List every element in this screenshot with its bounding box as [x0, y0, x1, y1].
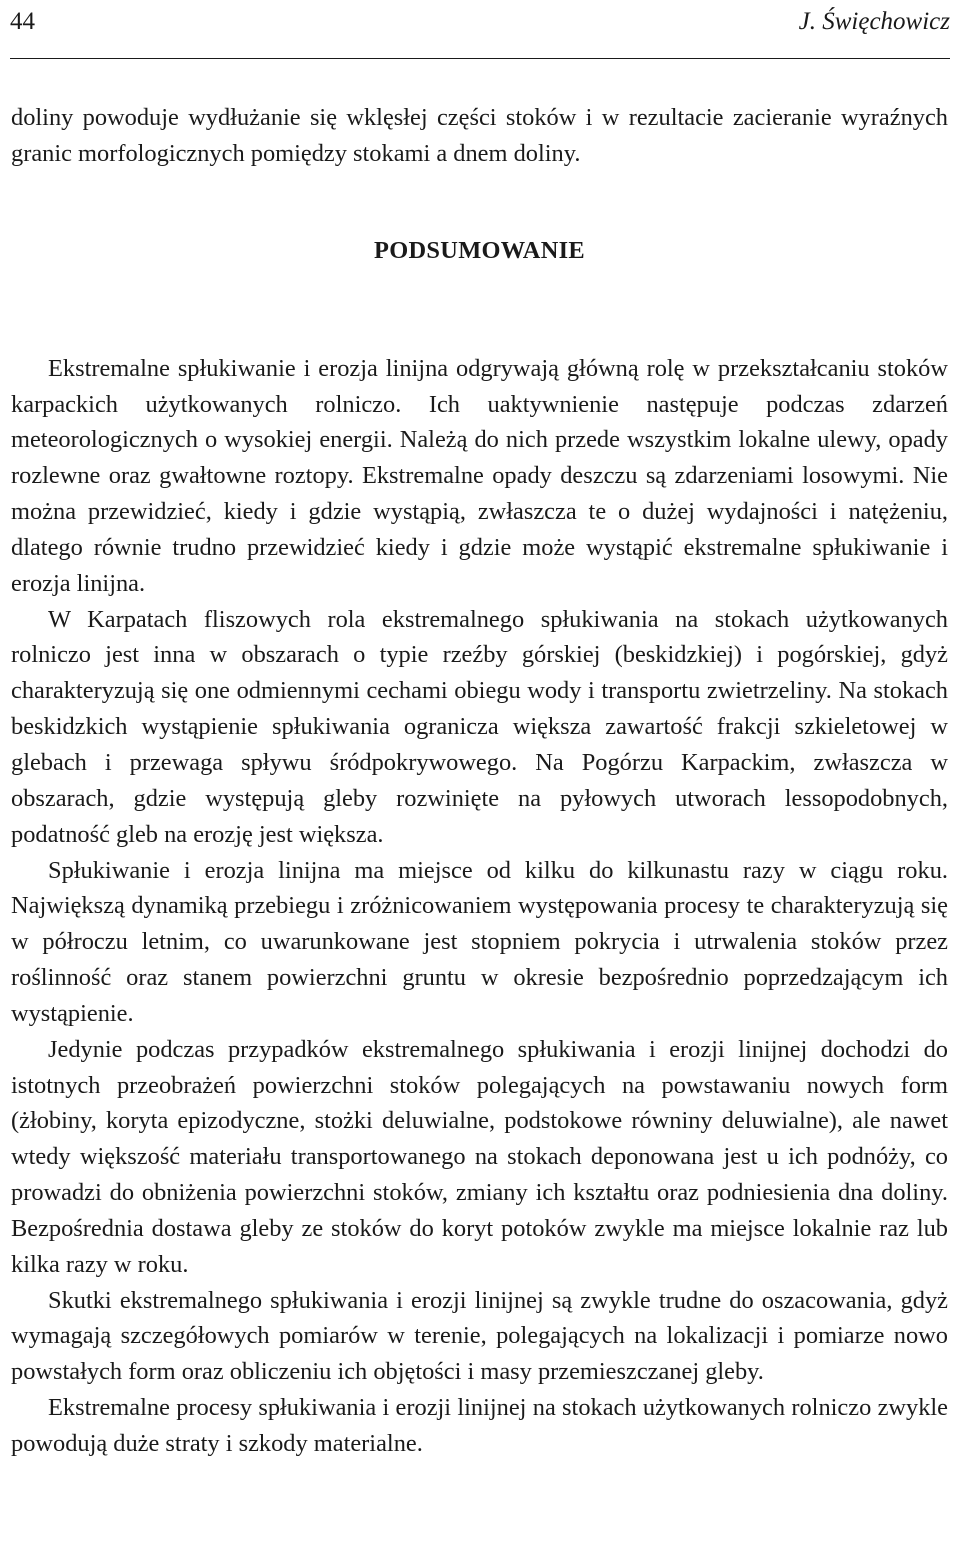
- section-heading-block: [11, 172, 948, 351]
- paragraph-2: W Karpatach fliszowych rola ekstremalnego spłukiwania na stokach użytkowanych rolniczo jest inna w obszarach o typie rzeźby górskiej (beskidzkiej) i pogórskiej, gdyż charakteryzują się one odmiennymi cechami obiegu wody i transportu zwietrzeliny. Na stokach beskidzkich wystąpienie spłukiwania ogranicza większa zawartość frakcji szkieletowej w glebach i przewaga spływu śródpokrywowego. Na Pogórzu Karpackim, zwłaszcza w obszarach, gdzie występują gleby rozwinięte na pyłowych utworach lessopodobnych, podatność gleb na erozję jest większa.: [11, 605, 948, 848]
- header-rule: [10, 58, 950, 59]
- paragraph-6: Ekstremalne procesy spłukiwania i erozji linijnej na stokach użytkowanych rolniczo zwykle powodują duże straty i szkody materialne.: [11, 1394, 948, 1457]
- body-text: [11, 100, 948, 1462]
- paragraph-4: Jedynie podczas przypadków ekstremalnego spłukiwania i erozji linijnej dochodzi do istotnych przeobrażeń powierzchni stoków polegających na powstawaniu nowych form (żłobiny, koryta epizodyczne, stożki deluwialne, podstokowe równiny deluwialne), ale nawet wtedy większość materiału transportowanego na stokach deponowana jest u ich podnóży, co prowadzi do obniżenia powierzchni stoków, zmiany ich kształtu oraz podniesienia dna doliny. Bezpośrednia dostawa gleby ze stoków do koryt potoków zwykle ma miejsce lokalnie raz lub kilka razy w roku.: [11, 1035, 948, 1278]
- page-number: 44: [10, 8, 35, 35]
- paragraph-5: Skutki ekstremalnego spłukiwania i erozji linijnej są zwykle trudne do oszacowania, gdyż wymagają szczegółowych pomiarów w terenie, polegających na lokalizacji i pomiarze nowo powstałych form oraz obliczeniu ich objętości i masy przemieszczanej gleby.: [11, 1286, 948, 1386]
- running-header: [10, 4, 950, 40]
- paragraph-1: Ekstremalne spłukiwanie i erozja linijna odgrywają główną rolę w przekształcaniu stoków karpackich użytkowanych rolniczo. Ich uaktywnienie następuje podczas zdarzeń meteorologicznych o wysokiej energii. Należą do nich przede wszystkim lokalne ulewy, opady rozlewne oraz gwałtowne roztopy. Ekstremalne opady deszczu są zdarzeniami losowymi. Nie można przewidzieć, kiedy i gdzie wystąpią, zwłaszcza te o dużej wydajności i natężeniu, dlatego równie trudno przewidzieć kiedy i gdzie może wystąpić ekstremalne spłukiwanie i erozja linijna.: [11, 354, 948, 597]
- continued-paragraph: doliny powoduje wydłużanie się wklęsłej części stoków i w rezultacie zacieranie wyraźnych granic morfologicznych pomiędzy stokami a dnem doliny.: [11, 104, 948, 167]
- section-heading: PODSUMOWANIE: [374, 236, 585, 264]
- running-author: J. Święchowicz: [798, 8, 950, 35]
- paragraph-3: Spłukiwanie i erozja linijna ma miejsce od kilku do kilkunastu razy w ciągu roku. Największą dynamiką przebiegu i zróżnicowaniem występowania procesy te charakteryzują się w półroczu letnim, co uwarunkowane jest stopniem pokrycia i utrwalenia stoków przez roślinność oraz stanem powierzchni gruntu w okresie bezpośrednio poprzedzającym ich wystąpienie.: [11, 856, 948, 1027]
